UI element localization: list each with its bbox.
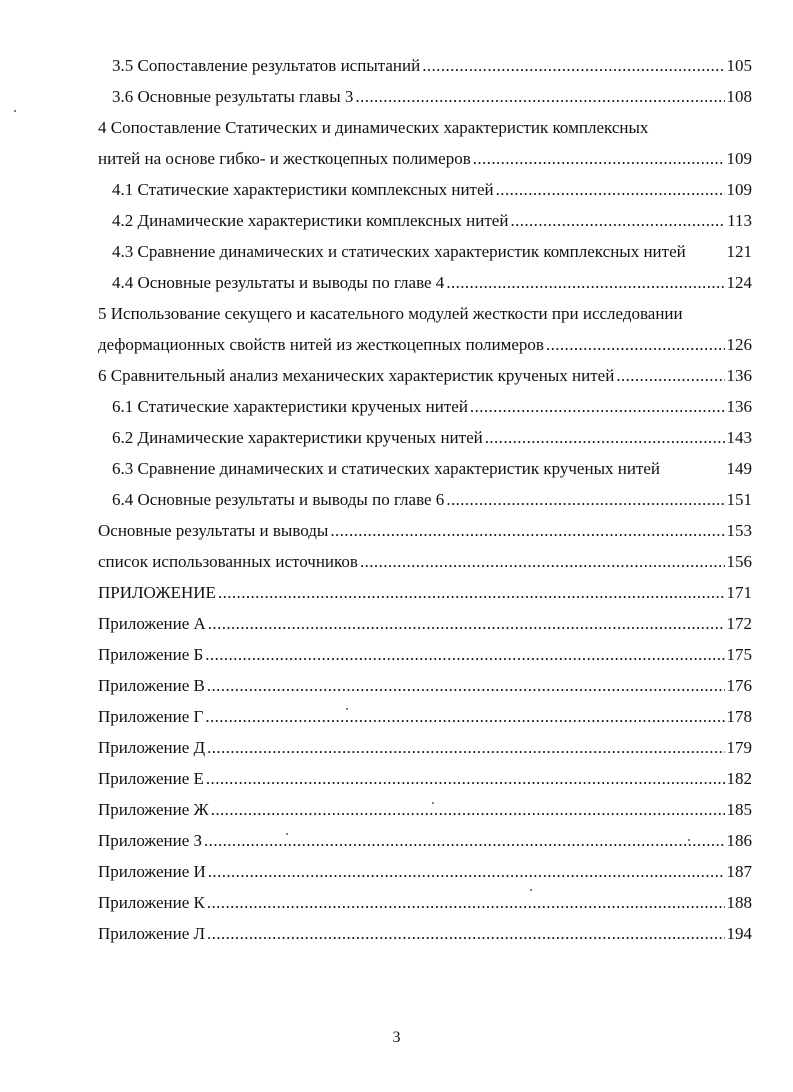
toc-entry-page: 136 (726, 366, 752, 385)
toc-entry-page: 156 (726, 552, 752, 571)
toc-entry-title: Основные результаты и выводы (98, 521, 329, 540)
toc-leader-dots (205, 639, 724, 670)
toc-entry-page: 172 (726, 614, 752, 633)
toc-entry (98, 267, 752, 298)
toc-entry (98, 701, 752, 732)
toc-entry-title: Приложение Б (98, 645, 204, 664)
toc-entry (98, 887, 752, 918)
scan-speck (432, 802, 434, 804)
toc-leader-dots (207, 918, 724, 949)
toc-leader-dots (510, 205, 725, 236)
toc-entry (98, 236, 752, 267)
toc-entry-page: 108 (726, 87, 752, 106)
toc-entry-page: 153 (726, 521, 752, 540)
toc-entry-title: 6 Сравнительный анализ механических характеристик крученых нитей (98, 366, 615, 385)
toc-entry-page: 151 (726, 490, 752, 509)
toc-entry-title: 6.4 Основные результаты и выводы по главе 6 (112, 490, 445, 509)
toc-entry (98, 453, 752, 484)
toc-entry-title: 4.2 Динамические характеристики комплексных нитей (112, 211, 509, 230)
toc-entry-title: 4.1 Статические характеристики комплексных нитей (112, 180, 494, 199)
toc-entry-page: 178 (726, 707, 752, 726)
toc-entry-page: 182 (726, 769, 752, 788)
toc-leader-dots (211, 794, 725, 825)
toc-entry (98, 639, 752, 670)
toc-leader-dots (485, 422, 725, 453)
toc-entry-title: Приложение Д (98, 738, 206, 757)
toc-leader-dots (207, 887, 725, 918)
table-of-contents (98, 50, 752, 949)
toc-entry (98, 360, 752, 391)
toc-entry (98, 546, 752, 577)
toc-entry-title: Приложение Е (98, 769, 204, 788)
toc-entry-page: 143 (726, 428, 752, 447)
scan-speck (14, 110, 16, 112)
toc-entry (98, 50, 752, 81)
toc-leader-dots (616, 360, 724, 391)
toc-entry (98, 515, 752, 546)
toc-leader-dots (330, 515, 724, 546)
toc-entry-page: 121 (726, 242, 752, 261)
toc-entry-title: 3.6 Основные результаты главы 3 (112, 87, 354, 106)
toc-entry-page: 105 (726, 56, 752, 75)
toc-leader-dots (206, 763, 725, 794)
toc-leader-dots (355, 81, 724, 112)
toc-entry-title: 4.3 Сравнение динамических и статических характеристик комплексных нитей (112, 242, 686, 261)
toc-entry-page: 175 (726, 645, 752, 664)
toc-entry-title: 4 Сопоставление Статических и динамических характеристик комплексных (98, 118, 649, 137)
toc-entry-title: Приложение И (98, 862, 206, 881)
toc-entry-page: 176 (726, 676, 752, 695)
toc-entry (98, 205, 752, 236)
toc-entry (98, 329, 752, 360)
toc-entry-title: Приложение К (98, 893, 205, 912)
toc-entry (98, 670, 752, 701)
toc-entry-page: 185 (726, 800, 752, 819)
scan-speck (688, 839, 690, 841)
toc-entry-title: Приложение В (98, 676, 205, 695)
toc-entry-title: 6.1 Статические характеристики крученых нитей (112, 397, 468, 416)
toc-entry (98, 112, 752, 143)
toc-entry (98, 422, 752, 453)
toc-entry-page: 194 (726, 924, 752, 943)
toc-entry-page: 109 (726, 149, 752, 168)
toc-entry-title: Приложение Ж (98, 800, 209, 819)
toc-entry-title: Приложение А (98, 614, 206, 633)
toc-entry-title: Приложение Л (98, 924, 206, 943)
toc-entry (98, 81, 752, 112)
toc-entry-title: список использованных источников (98, 552, 358, 571)
toc-entry-page: 124 (726, 273, 752, 292)
page-number: 3 (392, 1029, 401, 1046)
scan-speck (346, 708, 348, 710)
toc-leader-dots (208, 608, 725, 639)
toc-entry (98, 484, 752, 515)
toc-entry-title: нитей на основе гибко- и жесткоцепных полимеров (98, 149, 471, 168)
toc-leader-dots (205, 701, 724, 732)
toc-entry (98, 918, 752, 949)
toc-entry (98, 391, 752, 422)
toc-entry (98, 143, 752, 174)
toc-entry-title: Приложение З (98, 831, 203, 850)
toc-leader-dots (446, 484, 724, 515)
toc-entry-title: 6.2 Динамические характеристики крученых нитей (112, 428, 483, 447)
toc-entry (98, 732, 752, 763)
toc-entry-page: 113 (727, 211, 752, 230)
toc-entry (98, 608, 752, 639)
toc-leader-dots (446, 267, 724, 298)
toc-entry-page: 179 (726, 738, 752, 757)
toc-entry-page: 171 (726, 583, 752, 602)
scan-speck (286, 833, 288, 835)
toc-entry (98, 298, 752, 329)
toc-leader-dots (470, 391, 725, 422)
toc-leader-dots (496, 174, 725, 205)
toc-entry-page: 149 (726, 459, 752, 478)
toc-leader-dots (208, 856, 725, 887)
toc-leader-dots (546, 329, 725, 360)
toc-entry (98, 577, 752, 608)
toc-entry (98, 763, 752, 794)
toc-leader-dots (207, 732, 724, 763)
toc-entry-page: 109 (726, 180, 752, 199)
toc-leader-dots (207, 670, 725, 701)
toc-entry (98, 794, 752, 825)
toc-leader-dots (218, 577, 725, 608)
toc-entry-page: 136 (726, 397, 752, 416)
toc-entry-page: 187 (726, 862, 752, 881)
toc-entry-title: 6.3 Сравнение динамических и статических характеристик крученых нитей (112, 459, 661, 478)
toc-entry (98, 825, 752, 856)
toc-entry-title: деформационных свойств нитей из жесткоцепных полимеров (98, 335, 544, 354)
scan-speck (530, 889, 532, 891)
toc-entry-title: Приложение Г (98, 707, 204, 726)
toc-entry-title: 4.4 Основные результаты и выводы по главе 4 (112, 273, 445, 292)
toc-leader-dots (422, 50, 724, 81)
toc-entry-title: ПРИЛОЖЕНИЕ (98, 583, 216, 602)
toc-entry-page: 126 (726, 335, 752, 354)
toc-entry (98, 856, 752, 887)
toc-leader-dots (204, 825, 724, 856)
toc-leader-dots (473, 143, 725, 174)
toc-entry (98, 174, 752, 205)
toc-entry-title: 5 Использование секущего и касательного модулей жесткости при исследовании (98, 304, 683, 323)
toc-entry-title: 3.5 Сопоставление результатов испытаний (112, 56, 421, 75)
toc-leader-dots (360, 546, 725, 577)
toc-entry-page: 188 (726, 893, 752, 912)
toc-entry-page: 186 (726, 831, 752, 850)
